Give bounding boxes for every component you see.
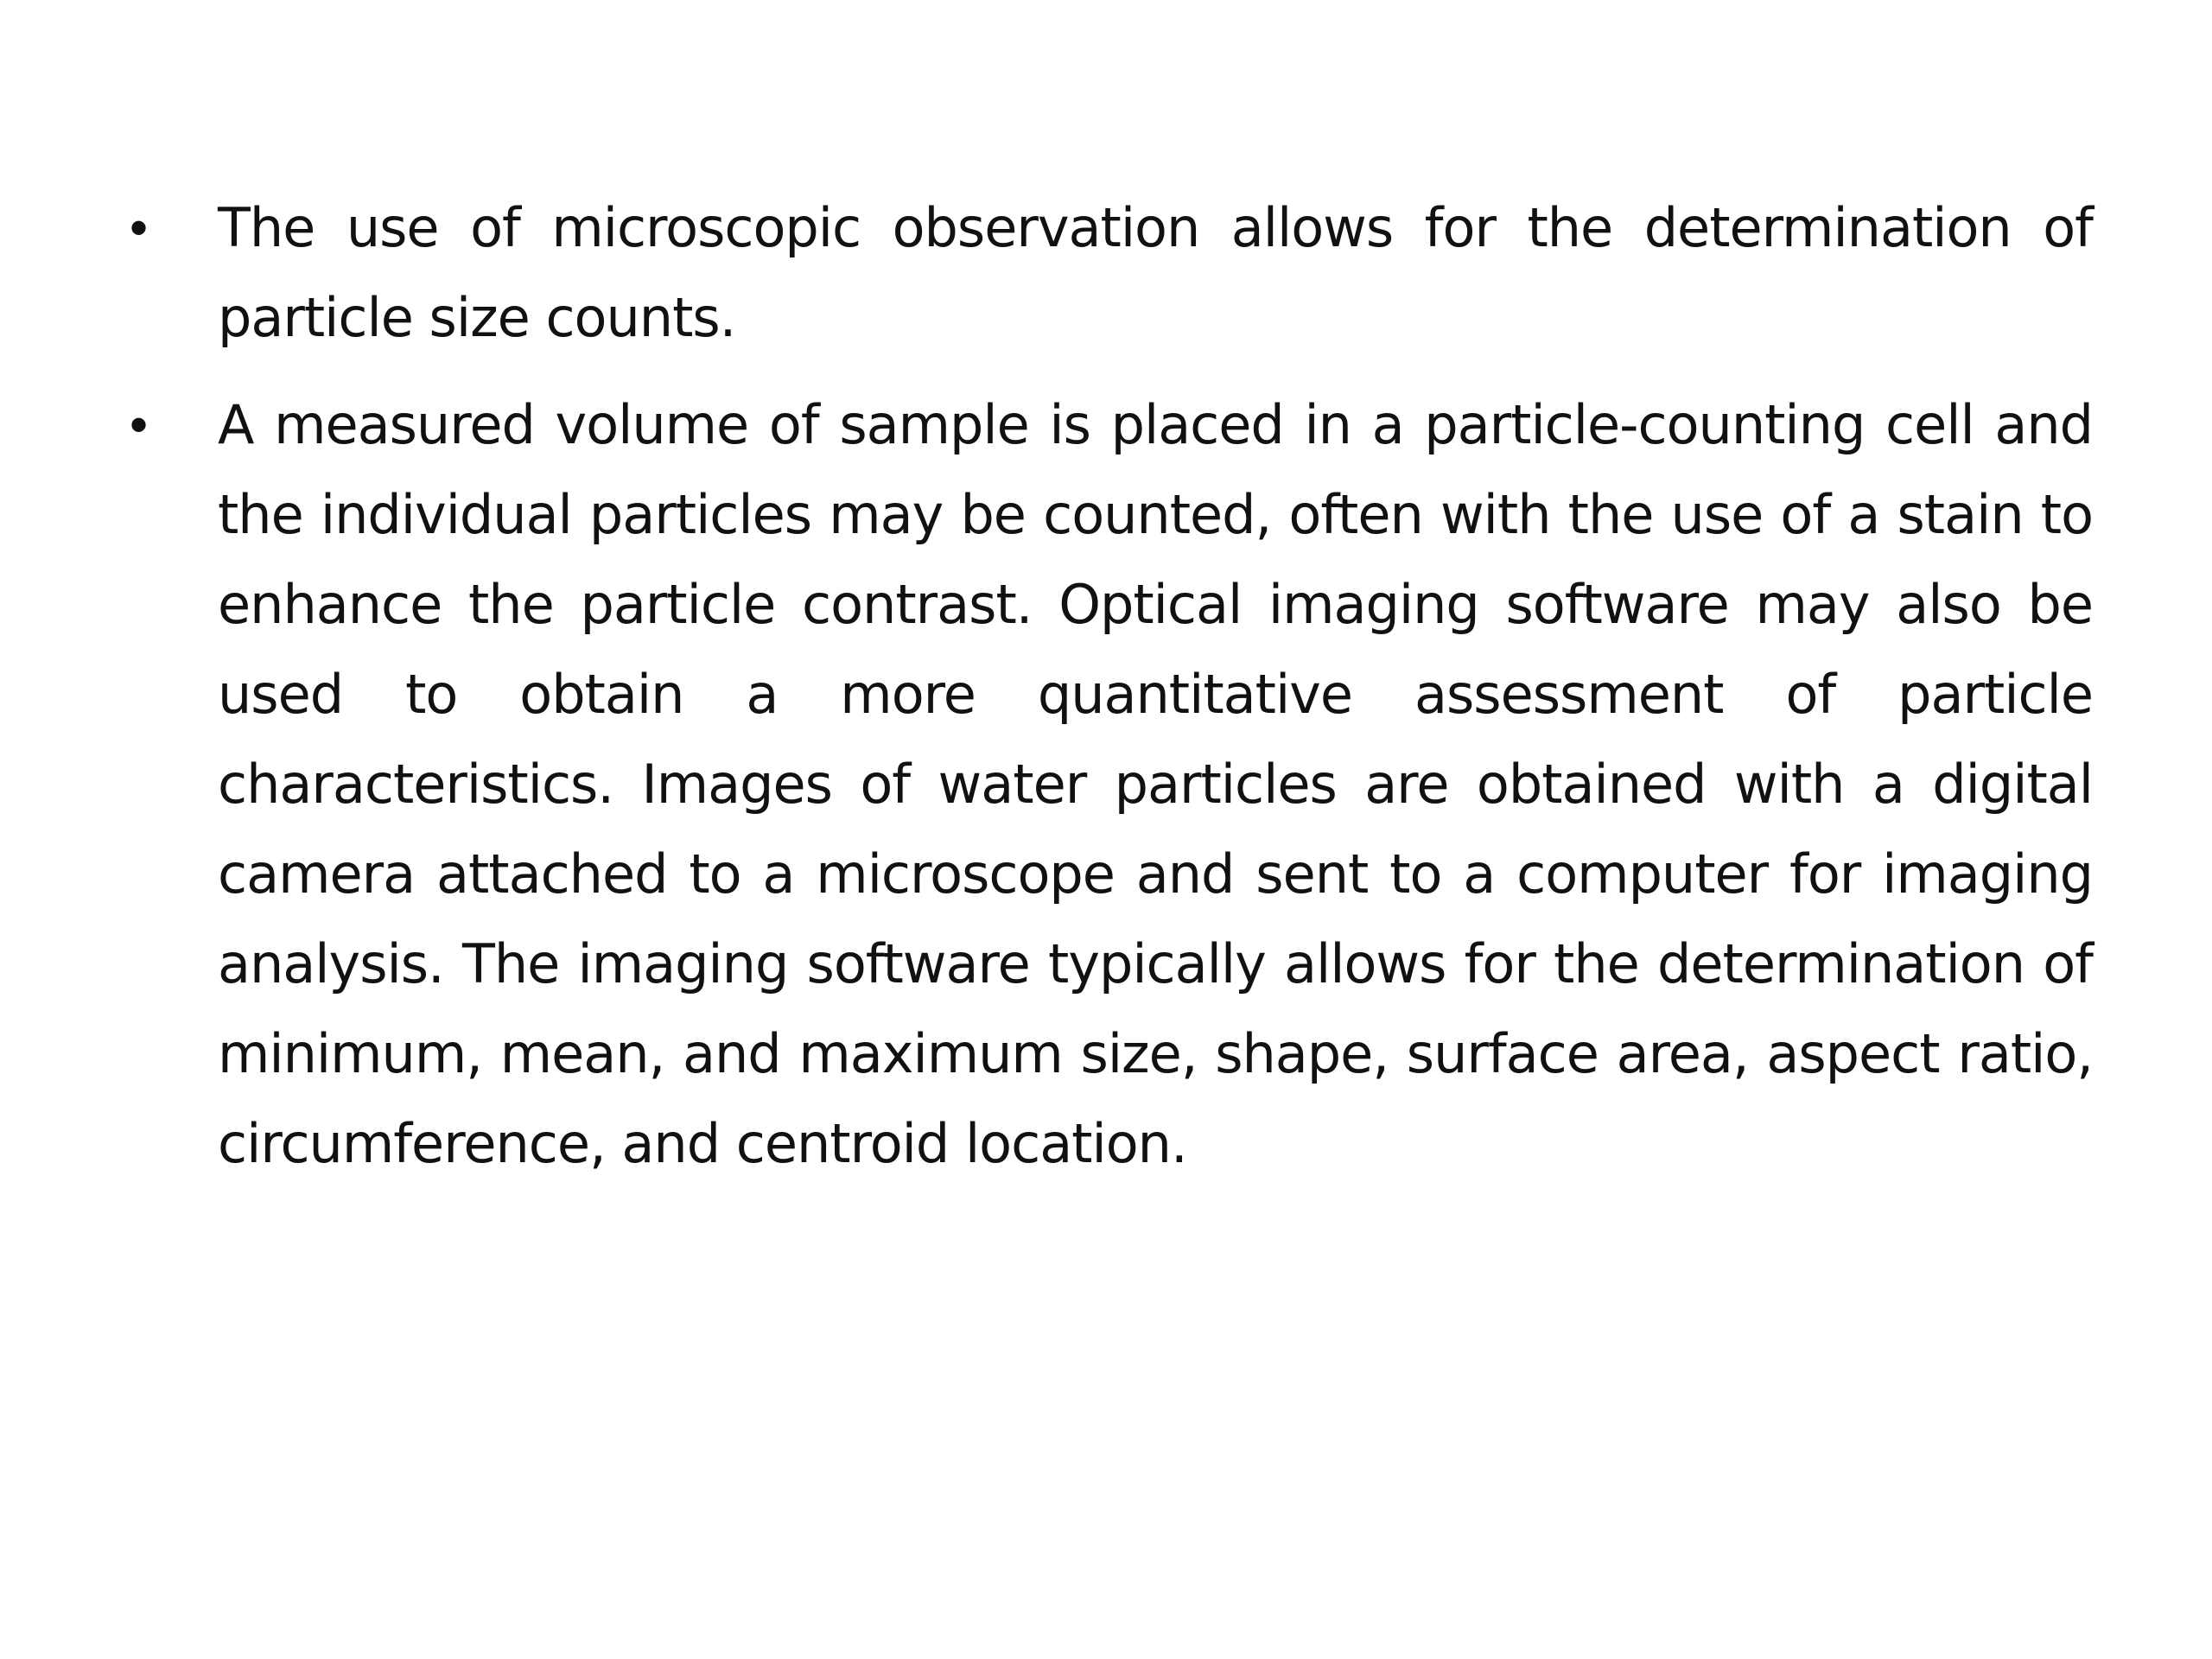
- slide-content: [130, 183, 2093, 1206]
- bullet-icon: •: [130, 199, 149, 257]
- bullet-item-2: [130, 380, 2093, 1189]
- bullet-text-2: A measured volume of sample is placed in a particle-counting cell and the individual particles may be counted, often with the use of a stain to enhance the particle contrast. Optical imaging software may also be used to obtain a more quantitative assessment of particle characteristics. Images of water particles are obtained with a digital camera attached to a microscope and sent to a computer for imaging analysis. The imaging software typically allows for the determination of minimum, mean, and maximum size, shape, surface area, aspect ratio, circumference, and centroid location.: [218, 393, 2093, 1175]
- bullet-text-1: The use of microscopic observation allows for the determination of particle size counts.: [218, 196, 2093, 349]
- bullet-list: [130, 183, 2093, 1189]
- bullet-item-1: [130, 183, 2093, 363]
- bullet-icon: •: [130, 396, 149, 454]
